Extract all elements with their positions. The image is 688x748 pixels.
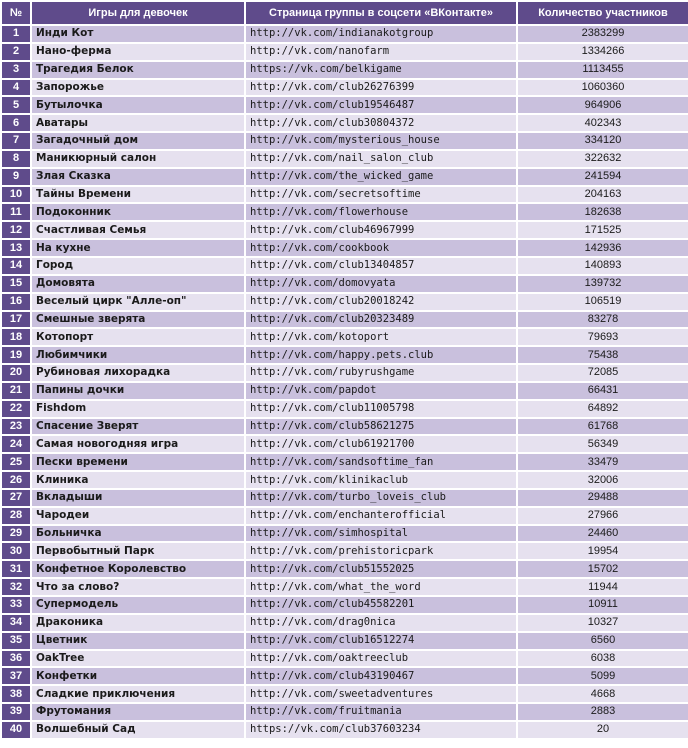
row-number-cell: 22 <box>2 401 30 417</box>
game-name-cell: Запорожье <box>32 80 244 96</box>
member-count-cell: 32006 <box>518 472 688 488</box>
row-number-cell: 30 <box>2 543 30 559</box>
table-row <box>2 222 688 238</box>
table-row <box>2 722 688 738</box>
game-name-cell: Что за слово? <box>32 579 244 595</box>
row-number-cell: 8 <box>2 151 30 167</box>
game-name-cell: Конфетное Королевство <box>32 561 244 577</box>
table-row <box>2 44 688 60</box>
row-number-cell: 23 <box>2 419 30 435</box>
table-row <box>2 633 688 649</box>
group-url-cell[interactable]: http://vk.com/flowerhouse <box>246 204 516 220</box>
row-number-cell: 39 <box>2 704 30 720</box>
table-row <box>2 401 688 417</box>
row-number-cell: 13 <box>2 240 30 256</box>
group-url-cell[interactable]: http://vk.com/rubyrushgame <box>246 365 516 381</box>
row-number-cell: 4 <box>2 80 30 96</box>
table-row <box>2 543 688 559</box>
game-name-cell: Любимчики <box>32 347 244 363</box>
group-url-cell[interactable]: http://vk.com/club26276399 <box>246 80 516 96</box>
game-name-cell: Fishdom <box>32 401 244 417</box>
group-url-cell[interactable]: http://vk.com/club20323489 <box>246 312 516 328</box>
member-count-cell: 6038 <box>518 651 688 667</box>
table-row <box>2 329 688 345</box>
table-row <box>2 97 688 113</box>
row-number-cell: 2 <box>2 44 30 60</box>
table-row <box>2 383 688 399</box>
table-row <box>2 686 688 702</box>
table-row <box>2 62 688 78</box>
header-row <box>2 2 688 24</box>
table-row <box>2 151 688 167</box>
group-url-cell[interactable]: http://vk.com/club46967999 <box>246 222 516 238</box>
table-row <box>2 419 688 435</box>
game-name-cell: Рубиновая лихорадка <box>32 365 244 381</box>
game-name-cell: Вкладыши <box>32 490 244 506</box>
game-name-cell: Загадочный дом <box>32 133 244 149</box>
game-name-cell: Спасение Зверят <box>32 419 244 435</box>
game-name-cell: Тайны Времени <box>32 187 244 203</box>
row-number-cell: 10 <box>2 187 30 203</box>
row-number-cell: 3 <box>2 62 30 78</box>
group-url-cell[interactable]: http://vk.com/cookbook <box>246 240 516 256</box>
group-url-cell[interactable]: http://vk.com/kotoport <box>246 329 516 345</box>
table-row <box>2 187 688 203</box>
row-number-cell: 35 <box>2 633 30 649</box>
member-count-cell: 1334266 <box>518 44 688 60</box>
group-url-cell[interactable]: http://vk.com/indianakotgroup <box>246 26 516 42</box>
table-row <box>2 115 688 131</box>
member-count-cell: 106519 <box>518 294 688 310</box>
member-count-cell: 66431 <box>518 383 688 399</box>
table-row <box>2 312 688 328</box>
group-url-cell[interactable]: http://vk.com/club51552025 <box>246 561 516 577</box>
member-count-cell: 334120 <box>518 133 688 149</box>
member-count-cell: 10911 <box>518 597 688 613</box>
table-row <box>2 472 688 488</box>
member-count-cell: 402343 <box>518 115 688 131</box>
row-number-cell: 6 <box>2 115 30 131</box>
table-row <box>2 651 688 667</box>
group-url-cell[interactable]: http://vk.com/secretsoftime <box>246 187 516 203</box>
group-url-cell[interactable]: http://vk.com/domovyata <box>246 276 516 292</box>
member-count-cell: 1060360 <box>518 80 688 96</box>
member-count-cell: 19954 <box>518 543 688 559</box>
row-number-cell: 18 <box>2 329 30 345</box>
member-count-cell: 29488 <box>518 490 688 506</box>
table-row <box>2 294 688 310</box>
row-number-cell: 31 <box>2 561 30 577</box>
row-number-cell: 9 <box>2 169 30 185</box>
member-count-cell: 11944 <box>518 579 688 595</box>
table-row <box>2 561 688 577</box>
table-row <box>2 26 688 42</box>
game-name-cell: Самая новогодняя игра <box>32 436 244 452</box>
row-number-cell: 36 <box>2 651 30 667</box>
table-row <box>2 258 688 274</box>
group-url-cell[interactable]: http://vk.com/fruitmania <box>246 704 516 720</box>
group-url-cell[interactable]: http://vk.com/nail_salon_club <box>246 151 516 167</box>
group-url-cell[interactable]: http://vk.com/club43190467 <box>246 668 516 684</box>
member-count-cell: 139732 <box>518 276 688 292</box>
group-url-cell[interactable]: http://vk.com/club16512274 <box>246 633 516 649</box>
row-number-cell: 14 <box>2 258 30 274</box>
game-name-cell: Смешные зверята <box>32 312 244 328</box>
table-row <box>2 80 688 96</box>
group-url-cell[interactable]: https://vk.com/club37603234 <box>246 722 516 738</box>
row-number-cell: 15 <box>2 276 30 292</box>
row-number-cell: 26 <box>2 472 30 488</box>
group-url-cell[interactable]: http://vk.com/club20018242 <box>246 294 516 310</box>
table-row <box>2 169 688 185</box>
game-name-cell: Супермодель <box>32 597 244 613</box>
member-count-cell: 5099 <box>518 668 688 684</box>
member-count-cell: 56349 <box>518 436 688 452</box>
game-name-cell: Злая Сказка <box>32 169 244 185</box>
table-body <box>2 26 688 738</box>
header-game-name: Игры для девочек <box>32 2 244 24</box>
table-row <box>2 204 688 220</box>
table-row <box>2 240 688 256</box>
game-name-cell: Маникюрный салон <box>32 151 244 167</box>
group-url-cell[interactable]: http://vk.com/sweetadventures <box>246 686 516 702</box>
member-count-cell: 1113455 <box>518 62 688 78</box>
table-row <box>2 436 688 452</box>
group-url-cell[interactable]: http://vk.com/simhospital <box>246 526 516 542</box>
group-url-cell[interactable]: http://vk.com/prehistoricpark <box>246 543 516 559</box>
table-row <box>2 704 688 720</box>
group-url-cell[interactable]: http://vk.com/club30804372 <box>246 115 516 131</box>
row-number-cell: 16 <box>2 294 30 310</box>
group-url-cell[interactable]: http://vk.com/sandsoftime_fan <box>246 454 516 470</box>
table-row <box>2 454 688 470</box>
group-url-cell[interactable]: https://vk.com/belkigame <box>246 62 516 78</box>
game-name-cell: Веселый цирк "Алле-оп" <box>32 294 244 310</box>
member-count-cell: 61768 <box>518 419 688 435</box>
group-url-cell[interactable]: http://vk.com/drag0nica <box>246 615 516 631</box>
member-count-cell: 241594 <box>518 169 688 185</box>
table-row <box>2 597 688 613</box>
game-name-cell: На кухне <box>32 240 244 256</box>
game-name-cell: Первобытный Парк <box>32 543 244 559</box>
row-number-cell: 11 <box>2 204 30 220</box>
group-url-cell[interactable]: http://vk.com/club61921700 <box>246 436 516 452</box>
group-url-cell[interactable]: http://vk.com/club45582201 <box>246 597 516 613</box>
member-count-cell: 204163 <box>518 187 688 203</box>
game-name-cell: Фрутомания <box>32 704 244 720</box>
row-number-cell: 40 <box>2 722 30 738</box>
member-count-cell: 4668 <box>518 686 688 702</box>
table-row <box>2 365 688 381</box>
row-number-cell: 27 <box>2 490 30 506</box>
game-name-cell: Конфетки <box>32 668 244 684</box>
row-number-cell: 12 <box>2 222 30 238</box>
header-member-count: Количество участников <box>518 2 688 24</box>
member-count-cell: 964906 <box>518 97 688 113</box>
group-url-cell[interactable]: http://vk.com/club58621275 <box>246 419 516 435</box>
member-count-cell: 72085 <box>518 365 688 381</box>
game-name-cell: OakTree <box>32 651 244 667</box>
table-row <box>2 347 688 363</box>
group-url-cell[interactable]: http://vk.com/the_wicked_game <box>246 169 516 185</box>
row-number-cell: 7 <box>2 133 30 149</box>
game-name-cell: Нано-ферма <box>32 44 244 60</box>
group-url-cell[interactable]: http://vk.com/nanofarm <box>246 44 516 60</box>
game-name-cell: Трагедия Белок <box>32 62 244 78</box>
table-row <box>2 615 688 631</box>
member-count-cell: 171525 <box>518 222 688 238</box>
header-group-url: Страница группы в соцсети «ВКонтакте» <box>246 2 516 24</box>
member-count-cell: 79693 <box>518 329 688 345</box>
group-url-cell[interactable]: http://vk.com/club19546487 <box>246 97 516 113</box>
table-row <box>2 508 688 524</box>
game-name-cell: Счастливая Семья <box>32 222 244 238</box>
row-number-cell: 20 <box>2 365 30 381</box>
group-url-cell[interactable]: http://vk.com/club13404857 <box>246 258 516 274</box>
row-number-cell: 24 <box>2 436 30 452</box>
row-number-cell: 34 <box>2 615 30 631</box>
game-name-cell: Инди Кот <box>32 26 244 42</box>
game-name-cell: Чародеи <box>32 508 244 524</box>
game-name-cell: Домовята <box>32 276 244 292</box>
group-url-cell[interactable]: http://vk.com/enchanterofficial <box>246 508 516 524</box>
group-url-cell[interactable]: http://vk.com/klinikaclub <box>246 472 516 488</box>
game-name-cell: Папины дочки <box>32 383 244 399</box>
member-count-cell: 27966 <box>518 508 688 524</box>
row-number-cell: 28 <box>2 508 30 524</box>
table-row <box>2 526 688 542</box>
table-row <box>2 579 688 595</box>
group-url-cell[interactable]: http://vk.com/club11005798 <box>246 401 516 417</box>
group-url-cell[interactable]: http://vk.com/mysterious_house <box>246 133 516 149</box>
member-count-cell: 10327 <box>518 615 688 631</box>
table-header <box>2 2 688 24</box>
game-name-cell: Аватары <box>32 115 244 131</box>
member-count-cell: 140893 <box>518 258 688 274</box>
game-name-cell: Подоконник <box>32 204 244 220</box>
group-url-cell[interactable]: http://vk.com/happy.pets.club <box>246 347 516 363</box>
member-count-cell: 64892 <box>518 401 688 417</box>
member-count-cell: 6560 <box>518 633 688 649</box>
game-name-cell: Больничка <box>32 526 244 542</box>
member-count-cell: 33479 <box>518 454 688 470</box>
row-number-cell: 1 <box>2 26 30 42</box>
game-name-cell: Котопорт <box>32 329 244 345</box>
game-name-cell: Цветник <box>32 633 244 649</box>
row-number-cell: 37 <box>2 668 30 684</box>
game-name-cell: Пески времени <box>32 454 244 470</box>
game-name-cell: Драконика <box>32 615 244 631</box>
member-count-cell: 75438 <box>518 347 688 363</box>
group-url-cell[interactable]: http://vk.com/papdot <box>246 383 516 399</box>
row-number-cell: 32 <box>2 579 30 595</box>
game-name-cell: Волшебный Сад <box>32 722 244 738</box>
header-number: № <box>2 2 30 24</box>
table-row <box>2 276 688 292</box>
table-row <box>2 668 688 684</box>
group-url-cell[interactable]: http://vk.com/what_the_word <box>246 579 516 595</box>
row-number-cell: 17 <box>2 312 30 328</box>
row-number-cell: 25 <box>2 454 30 470</box>
game-name-cell: Клиника <box>32 472 244 488</box>
game-name-cell: Город <box>32 258 244 274</box>
group-url-cell[interactable]: http://vk.com/turbo_loveis_club <box>246 490 516 506</box>
member-count-cell: 83278 <box>518 312 688 328</box>
game-name-cell: Сладкие приключения <box>32 686 244 702</box>
table-row <box>2 490 688 506</box>
member-count-cell: 2383299 <box>518 26 688 42</box>
member-count-cell: 15702 <box>518 561 688 577</box>
member-count-cell: 20 <box>518 722 688 738</box>
row-number-cell: 38 <box>2 686 30 702</box>
table-row <box>2 133 688 149</box>
row-number-cell: 5 <box>2 97 30 113</box>
member-count-cell: 322632 <box>518 151 688 167</box>
row-number-cell: 21 <box>2 383 30 399</box>
member-count-cell: 142936 <box>518 240 688 256</box>
row-number-cell: 19 <box>2 347 30 363</box>
row-number-cell: 29 <box>2 526 30 542</box>
row-number-cell: 33 <box>2 597 30 613</box>
member-count-cell: 2883 <box>518 704 688 720</box>
game-name-cell: Бутылочка <box>32 97 244 113</box>
group-url-cell[interactable]: http://vk.com/oaktreeclub <box>246 651 516 667</box>
member-count-cell: 24460 <box>518 526 688 542</box>
member-count-cell: 182638 <box>518 204 688 220</box>
